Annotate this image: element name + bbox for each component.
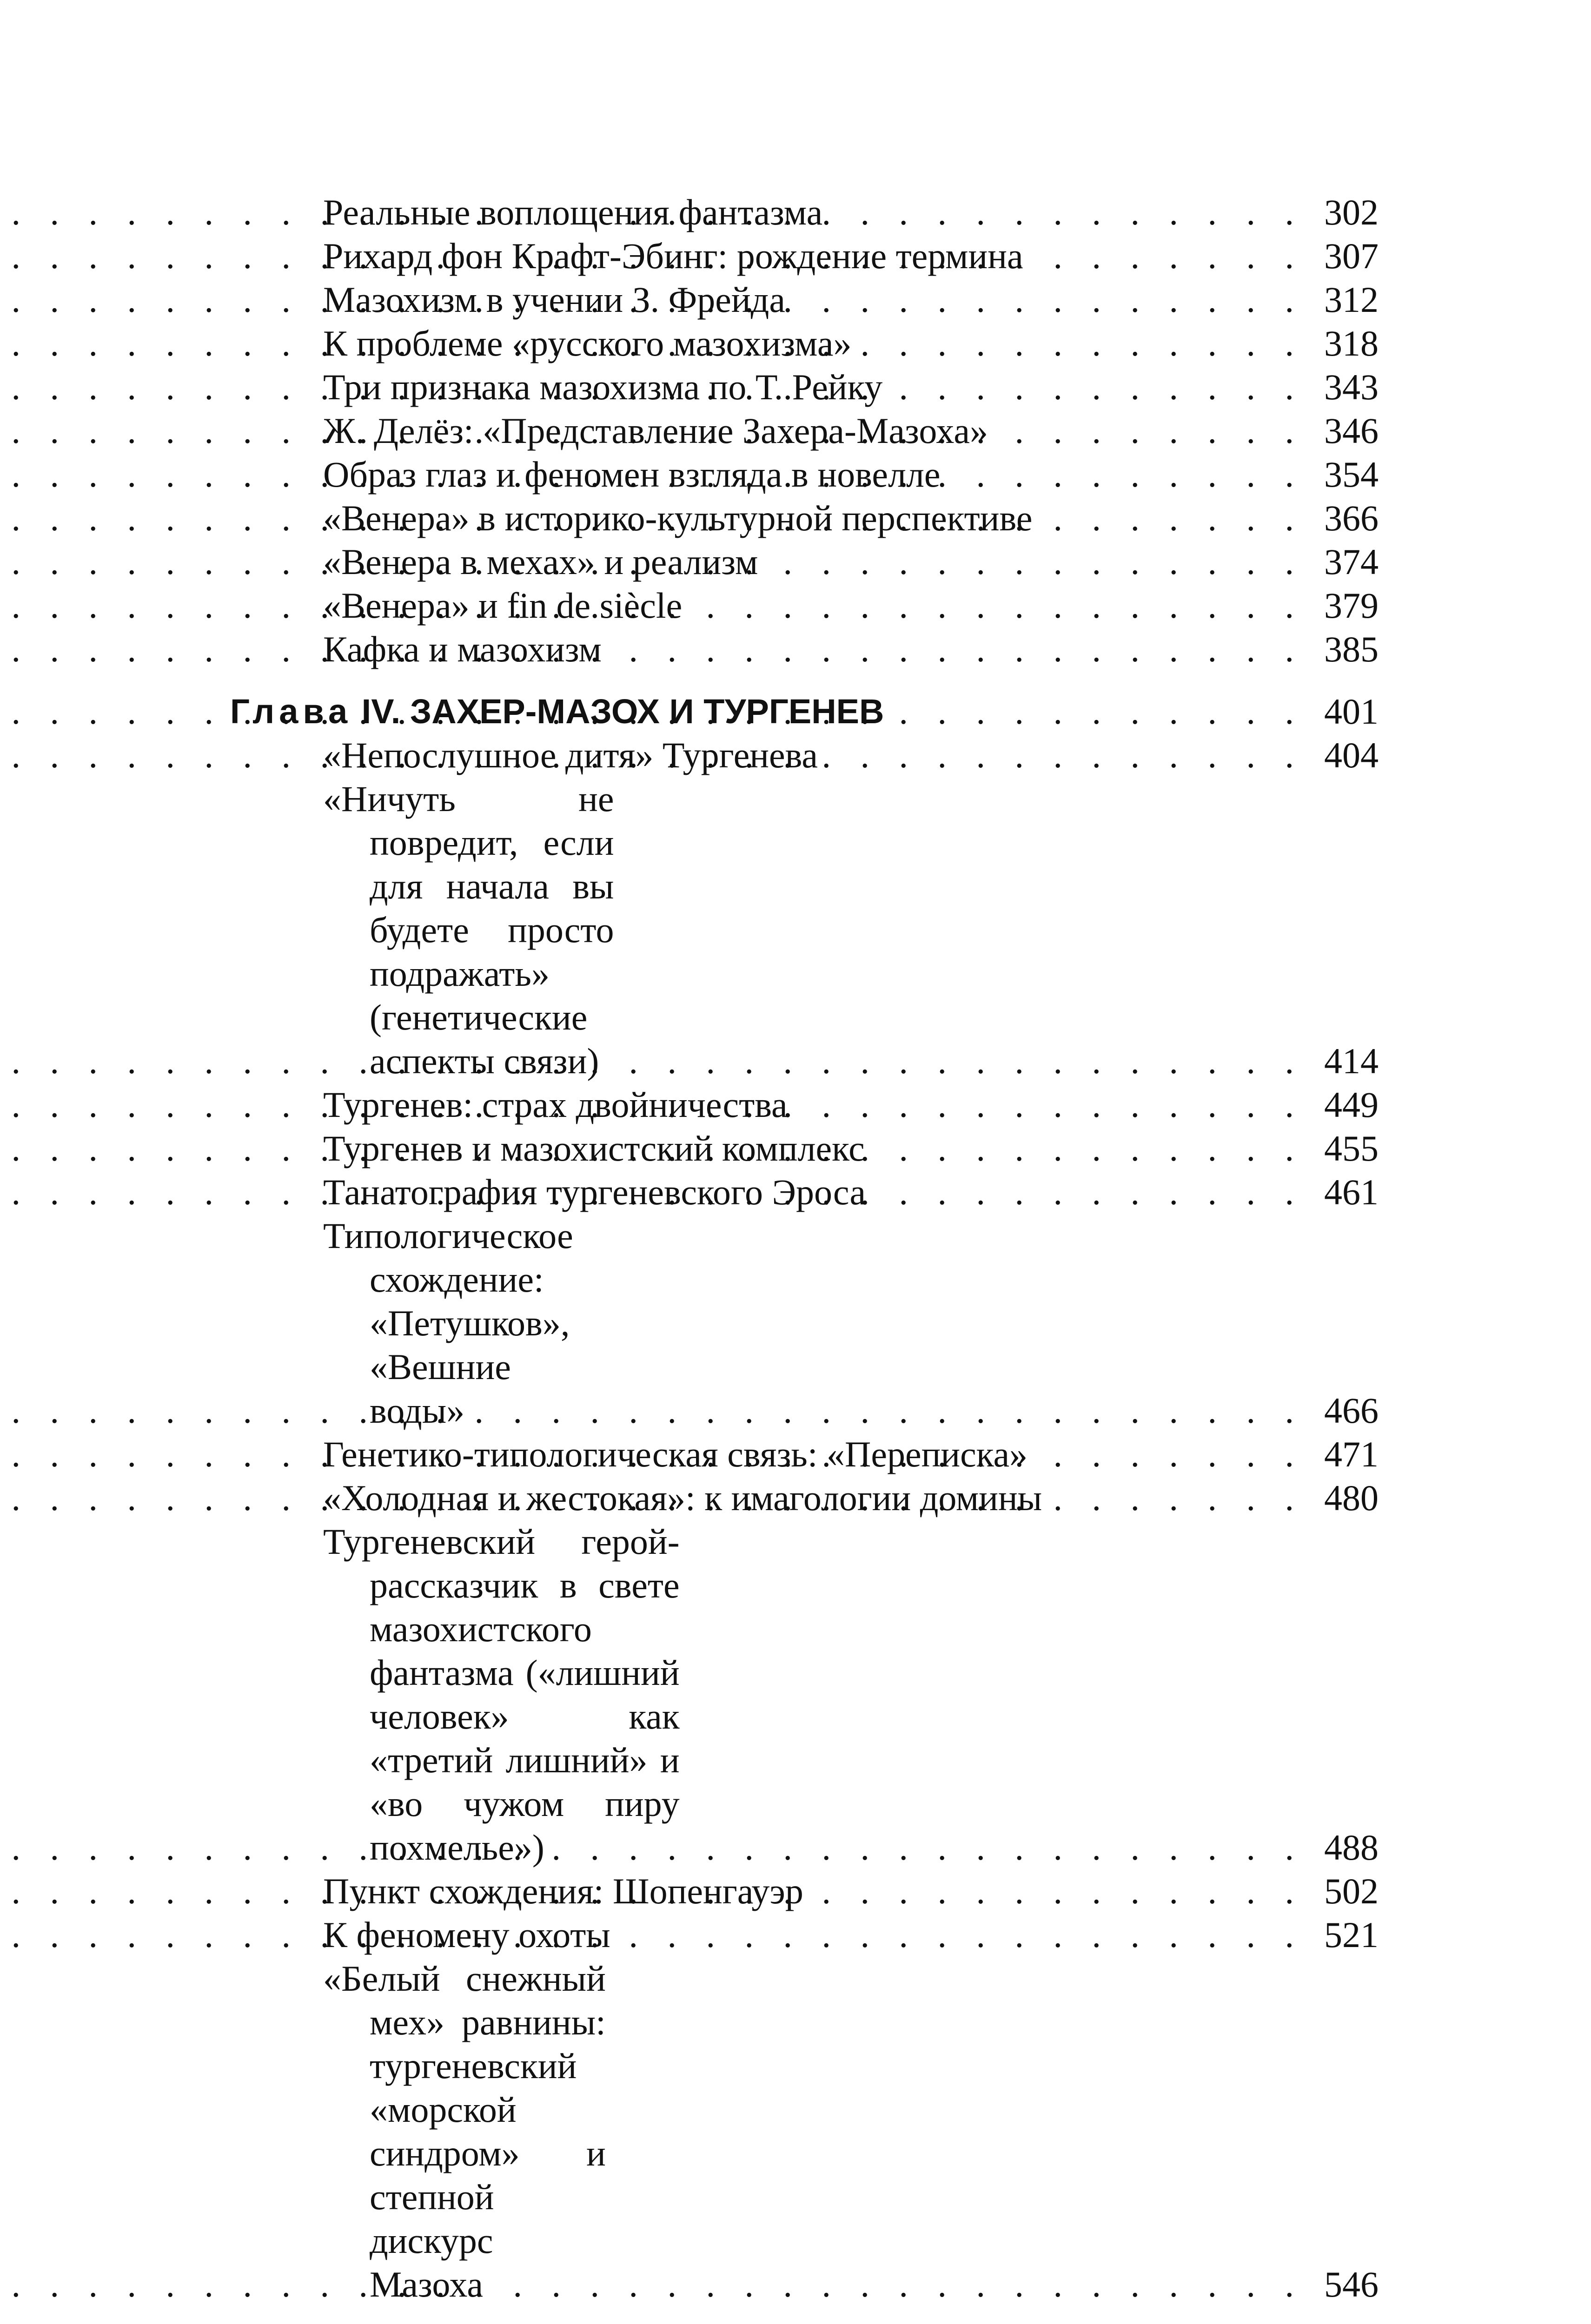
- toc-chapter-page: 401: [1324, 691, 1379, 732]
- toc-entry-title: «Белый снежный мех» равнины: тургеневский «морской синдром» и степной дискурс Мазоха: [323, 1958, 606, 2304]
- toc-entry-page: 307: [1324, 236, 1379, 276]
- toc-entry: [230, 627, 1379, 671]
- dot-leader: [941, 453, 1304, 496]
- toc-entry-title: К проблеме «русского мазохизма»: [323, 323, 852, 363]
- toc-entry-title: Тургеневский герой-рассказчик в свете мазохистского фантазма («лишний человек» как «третий лишний» и «во чужом пиру похмелье»): [323, 1521, 680, 1868]
- toc-entry: [230, 1170, 1379, 1214]
- toc-entry: [230, 1869, 1379, 1913]
- toc-entry: [230, 1476, 1379, 1520]
- toc-entry: [230, 365, 1379, 409]
- toc-entry: [230, 1520, 1379, 1869]
- toc-entry: [230, 1127, 1379, 1170]
- toc-entry-title: Реальные воплощения фантазма: [323, 192, 823, 232]
- dot-leader: [1028, 1433, 1304, 1476]
- toc-entry-title: Три признака мазохизма по Т. Рейку: [323, 367, 883, 407]
- toc-entry: [230, 496, 1379, 540]
- dot-leader: [865, 1127, 1304, 1170]
- toc-entry-title: К феномену охоты: [323, 1915, 610, 1955]
- toc-entry-title: Ж. Делёз: «Представление Захера-Мазоха»: [323, 410, 988, 451]
- dot-leader: [614, 1039, 1304, 1083]
- toc-entry-title: «Венера» в историко-культурной перспективе: [323, 498, 1033, 538]
- toc-entry-page: 302: [1324, 192, 1379, 232]
- toc-entry-title: «Венера» и fin de siècle: [323, 585, 683, 626]
- toc-entry-title: Кафка и мазохизм: [323, 629, 602, 669]
- dot-leader: [1023, 234, 1304, 278]
- toc-chapter-4: [230, 690, 1379, 733]
- toc-entry-page: 502: [1324, 1871, 1379, 1911]
- toc-entry-title: «Непослушное дитя» Тургенева: [323, 735, 818, 775]
- toc-entry-title: Танатография тургеневского Эроса: [323, 1172, 866, 1212]
- dot-leader: [1033, 496, 1305, 540]
- toc-entry-page: 449: [1324, 1084, 1379, 1125]
- dot-leader: [884, 690, 1304, 733]
- toc-entry: [230, 733, 1379, 777]
- toc-entry: [230, 322, 1379, 365]
- toc-entry-page: 471: [1324, 1434, 1379, 1474]
- toc-entry-page: 343: [1324, 367, 1379, 407]
- toc-entry-page: 414: [1324, 1041, 1379, 1081]
- toc-entry: [230, 409, 1379, 453]
- toc-entry-title: Пункт схождения: Шопенгауэр: [323, 1871, 803, 1911]
- dot-leader: [851, 322, 1304, 365]
- dot-leader: [573, 1389, 1304, 1433]
- toc-entry-page: 404: [1324, 735, 1379, 775]
- toc-entry-page: 312: [1324, 279, 1379, 320]
- toc-entry-page: 346: [1324, 410, 1379, 451]
- dot-leader: [682, 584, 1304, 627]
- toc-entry-page: 461: [1324, 1172, 1379, 1212]
- toc-entry: [230, 234, 1379, 278]
- dot-leader: [606, 2263, 1304, 2306]
- dot-leader: [822, 191, 1304, 234]
- toc-entry: [230, 777, 1379, 1083]
- dot-leader: [758, 540, 1304, 584]
- toc-entry: [230, 1913, 1379, 1957]
- dot-leader: [788, 1083, 1304, 1127]
- toc-entry: [230, 1214, 1379, 1433]
- dot-leader: [785, 278, 1304, 322]
- toc-entry-page: 318: [1324, 323, 1379, 363]
- toc-entry-page: 521: [1324, 1915, 1379, 1955]
- toc-entry-title: «Венера в мехах» и реализм: [323, 541, 758, 582]
- toc-entry-page: 354: [1324, 454, 1379, 495]
- toc-entry: [230, 1083, 1379, 1127]
- toc-entry-page: 366: [1324, 498, 1379, 538]
- toc-entry-page: 374: [1324, 541, 1379, 582]
- toc-entry-title: Тургенев: страх двойничества: [323, 1084, 788, 1125]
- toc-entry-title: Мазохизм в учении З. Фрейда: [323, 279, 785, 320]
- chapter-prefix: Глава: [230, 692, 352, 731]
- dot-leader: [1042, 1476, 1304, 1520]
- toc-entry: [230, 191, 1379, 234]
- toc-entry-page: 480: [1324, 1478, 1379, 1518]
- toc-entry: [230, 584, 1379, 627]
- toc-entry-title: Тургенев и мазохистский комплекс: [323, 1128, 865, 1169]
- toc-entry: [230, 1957, 1379, 2306]
- toc-entry-title: Рихард фон Крафт-Эбинг: рождение термина: [323, 236, 1023, 276]
- toc-entry-page: 546: [1324, 2264, 1379, 2304]
- toc-entry-title: Типологическое схождение: «Петушков», «Вешние воды»: [323, 1215, 573, 1431]
- dot-leader: [882, 365, 1304, 409]
- toc-entry-page: 379: [1324, 585, 1379, 626]
- toc-entry: [230, 278, 1379, 322]
- toc-entry-title: Образ глаз и феномен взгляда в новелле: [323, 454, 941, 495]
- dot-leader: [803, 1869, 1304, 1913]
- dot-leader: [988, 409, 1304, 453]
- dot-leader: [818, 733, 1304, 777]
- dot-leader: [866, 1170, 1304, 1214]
- toc-entry: [230, 540, 1379, 584]
- chapter-title-text: IV. ЗАХЕР-МАЗОХ И ТУРГЕНЕВ: [352, 692, 884, 731]
- dot-leader: [602, 627, 1304, 671]
- toc-entry-page: 455: [1324, 1128, 1379, 1169]
- toc-entry-page: 385: [1324, 629, 1379, 669]
- toc-entry: [230, 453, 1379, 496]
- dot-leader: [680, 1826, 1304, 1869]
- toc-entry: [230, 1433, 1379, 1476]
- table-of-contents: [230, 191, 1379, 2324]
- toc-entry-title: «Ничуть не повредит, если для начала вы будете просто подражать» (генетические аспекты связи): [323, 779, 614, 1081]
- toc-entry-title: Генетико-типологическая связь: «Переписка»: [323, 1434, 1028, 1474]
- toc-entry-page: 466: [1324, 1390, 1379, 1431]
- toc-entry-title: «Холодная и жестокая»: к имагологии домины: [323, 1478, 1042, 1518]
- dot-leader: [610, 1913, 1304, 1957]
- toc-entry-page: 488: [1324, 1827, 1379, 1868]
